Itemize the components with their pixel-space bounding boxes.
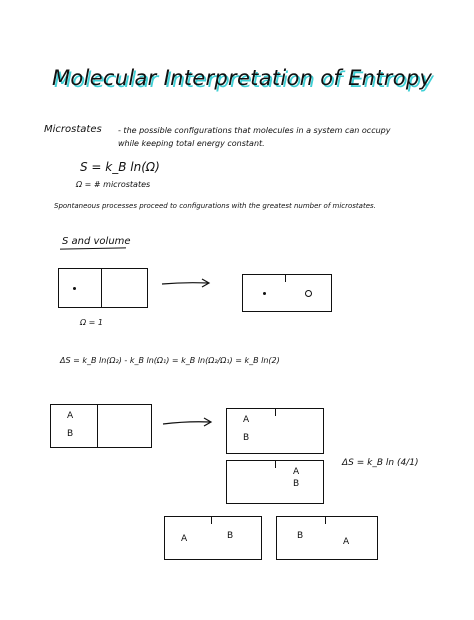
molecule-a-label: A	[181, 534, 188, 544]
molecule-circle	[305, 290, 312, 297]
molecule-a-label: A	[343, 537, 350, 547]
container-expanded	[242, 274, 332, 312]
container-partition	[97, 405, 98, 447]
removed-partition-mark	[211, 517, 212, 524]
delta-s-equation: ΔS = k_B ln(Ω₂) - k_B ln(Ω₁) = k_B ln(Ω₂/Ω₁) = k_B ln(2)	[60, 356, 280, 365]
configuration-4	[276, 516, 378, 560]
section-heading: S and volume	[62, 236, 131, 247]
molecule-a-label: A	[293, 467, 300, 477]
arrow-right-icon	[163, 418, 211, 426]
removed-partition-mark	[285, 275, 286, 282]
molecule-b-label: B	[243, 433, 250, 443]
microstates-definition-line1: - the possible configurations that molecules in a system can occupy	[118, 126, 391, 135]
page-title: Molecular Interpretation of Entropy	[52, 66, 433, 90]
removed-partition-mark	[275, 409, 276, 416]
configuration-2	[226, 460, 324, 504]
removed-partition-mark	[275, 461, 276, 468]
molecule-b-label: B	[67, 429, 74, 439]
removed-partition-mark	[325, 517, 326, 524]
molecule-b-label: B	[227, 531, 234, 541]
delta-s-ln4-equation: ΔS = k_B ln (4/1)	[342, 458, 419, 468]
boltzmann-equation: S = k_B ln(Ω)	[80, 160, 160, 174]
microstates-term: Microstates	[44, 124, 102, 135]
molecule-dot	[263, 292, 266, 295]
molecule-a-label: A	[243, 415, 250, 425]
arrow-right-icon	[162, 279, 209, 287]
configuration-3	[164, 516, 262, 560]
container-two-molecules-initial	[50, 404, 152, 448]
configuration-1	[226, 408, 324, 454]
spontaneous-statement: Spontaneous processes proceed to configurations with the greatest number of microstates.	[54, 202, 376, 210]
omega-one-label: Ω = 1	[80, 318, 103, 327]
molecule-a-label: A	[67, 411, 74, 421]
microstates-definition-line2: while keeping total energy constant.	[118, 139, 265, 148]
molecule-b-label: B	[293, 479, 300, 489]
molecule-b-label: B	[297, 531, 304, 541]
omega-definition: Ω = # microstates	[76, 180, 151, 189]
